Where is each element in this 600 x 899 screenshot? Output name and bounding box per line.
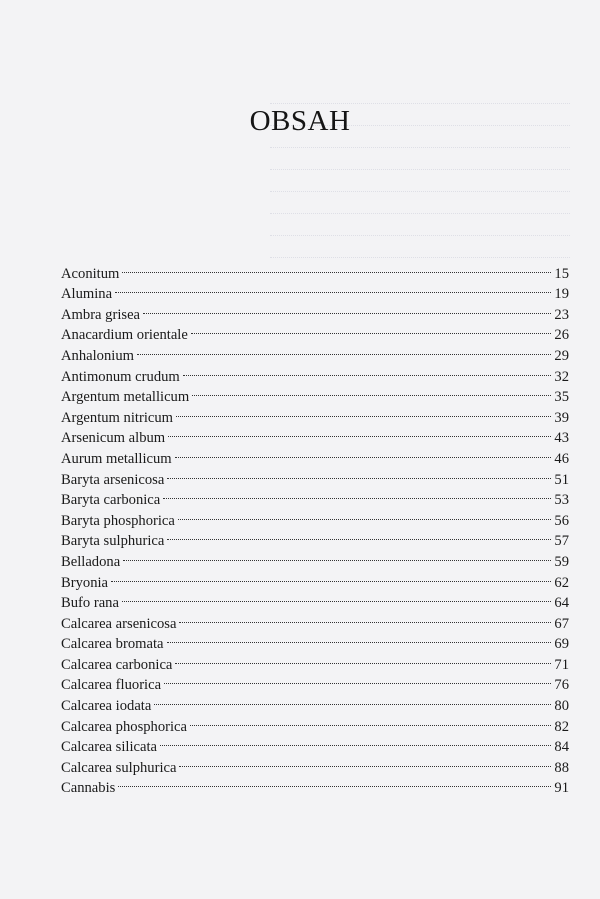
dot-leader xyxy=(175,442,554,463)
dot-leader xyxy=(183,360,554,381)
dot-leader xyxy=(179,751,553,772)
toc-entry-page: 76 xyxy=(554,677,569,694)
dot-leader xyxy=(137,339,553,360)
toc-entry-page: 39 xyxy=(554,409,569,426)
dot-leader xyxy=(167,463,553,484)
dot-leader xyxy=(168,422,553,443)
toc-entry xyxy=(61,587,569,612)
dot-leader xyxy=(163,484,553,505)
toc-entry-page: 59 xyxy=(554,553,569,570)
toc-entry-page: 26 xyxy=(554,327,569,344)
toc-entry-page: 57 xyxy=(554,533,569,550)
toc-entry-page: 67 xyxy=(554,615,569,632)
toc-entry-name: Belladona xyxy=(61,553,121,570)
toc-entry xyxy=(61,772,569,797)
toc-entry xyxy=(61,360,569,385)
toc-entry-page: 29 xyxy=(554,347,569,364)
toc-entry xyxy=(61,339,569,364)
toc-entry-name: Calcarea arsenicosa xyxy=(61,615,177,632)
toc-entry-page: 64 xyxy=(554,595,569,612)
toc-entry-name: Aconitum xyxy=(61,265,120,282)
dot-leader xyxy=(111,566,553,587)
toc-entry-name: Aurum metallicum xyxy=(61,450,172,467)
toc-entry-name: Calcarea iodata xyxy=(61,698,152,715)
dot-leader xyxy=(122,257,553,278)
dot-leader xyxy=(123,545,553,566)
toc-entry-page: 69 xyxy=(554,636,569,653)
dot-leader xyxy=(192,381,553,402)
toc-entry-name: Argentum nitricum xyxy=(61,409,174,426)
toc-entry-page: 88 xyxy=(554,759,569,776)
dot-leader xyxy=(190,710,553,731)
dot-leader xyxy=(164,669,553,690)
dot-leader xyxy=(178,504,554,525)
dot-leader xyxy=(122,587,553,608)
dot-leader xyxy=(118,772,553,793)
toc-entry-name: Antimonum crudum xyxy=(61,368,180,385)
toc-entry-name: Baryta carbonica xyxy=(61,492,161,509)
dot-leader xyxy=(167,525,553,546)
toc-entry xyxy=(61,545,569,570)
toc-entry xyxy=(61,278,569,303)
toc-entry-name: Alumina xyxy=(61,286,113,303)
toc-entry-page: 71 xyxy=(554,656,569,673)
toc-entry-name: Calcarea phosphorica xyxy=(61,718,188,735)
toc-entry-name: Calcarea carbonica xyxy=(61,656,173,673)
dot-leader xyxy=(160,731,553,752)
dot-leader xyxy=(176,401,553,422)
toc-entry-page: 84 xyxy=(554,739,569,756)
toc-entry-name: Anacardium orientale xyxy=(61,327,188,344)
toc-entry-page: 35 xyxy=(554,389,569,406)
toc-entry-page: 91 xyxy=(554,780,569,797)
dot-leader xyxy=(154,689,553,710)
toc-entry-page: 82 xyxy=(554,718,569,735)
toc-entry-name: Bufo rana xyxy=(61,595,119,612)
dot-leader xyxy=(115,278,553,299)
dot-leader xyxy=(175,648,553,669)
toc-entry-page: 32 xyxy=(554,368,569,385)
dot-leader xyxy=(191,319,554,340)
toc-entry-page: 53 xyxy=(554,492,569,509)
toc-entry-name: Cannabis xyxy=(61,780,116,797)
toc-entry xyxy=(61,566,569,591)
toc-entry-name: Argentum metallicum xyxy=(61,389,190,406)
toc-entry-page: 56 xyxy=(554,512,569,529)
page-title: OBSAH xyxy=(249,105,351,137)
toc-entry-page: 80 xyxy=(554,698,569,715)
toc-entry-page: 23 xyxy=(554,306,569,323)
toc-entry-page: 51 xyxy=(554,471,569,488)
toc-entry-name: Calcarea bromata xyxy=(61,636,164,653)
toc-entry-name: Baryta arsenicosa xyxy=(61,471,165,488)
toc-entry-name: Baryta sulphurica xyxy=(61,533,165,550)
dot-leader xyxy=(167,628,554,649)
dot-leader xyxy=(179,607,553,628)
toc-entry-page: 19 xyxy=(554,286,569,303)
toc-entry-name: Anhalonium xyxy=(61,347,134,364)
toc-entry xyxy=(61,257,569,282)
dot-leader xyxy=(143,298,553,319)
toc-entry xyxy=(61,607,569,632)
toc-entry-name: Calcarea sulphurica xyxy=(61,759,177,776)
toc-entry-page: 46 xyxy=(554,450,569,467)
toc-entry-page: 62 xyxy=(554,574,569,591)
toc-entry-name: Bryonia xyxy=(61,574,109,591)
toc-entry-name: Calcarea silicata xyxy=(61,739,158,756)
toc-entry-name: Arsenicum album xyxy=(61,430,166,447)
toc-entry-name: Ambra grisea xyxy=(61,306,141,323)
toc-entry-page: 15 xyxy=(554,265,569,282)
toc-entry-name: Baryta phosphorica xyxy=(61,512,175,529)
toc-entry-page: 43 xyxy=(554,430,569,447)
toc-entry-name: Calcarea fluorica xyxy=(61,677,162,694)
table-of-contents xyxy=(61,257,569,797)
toc-entry xyxy=(61,298,569,323)
